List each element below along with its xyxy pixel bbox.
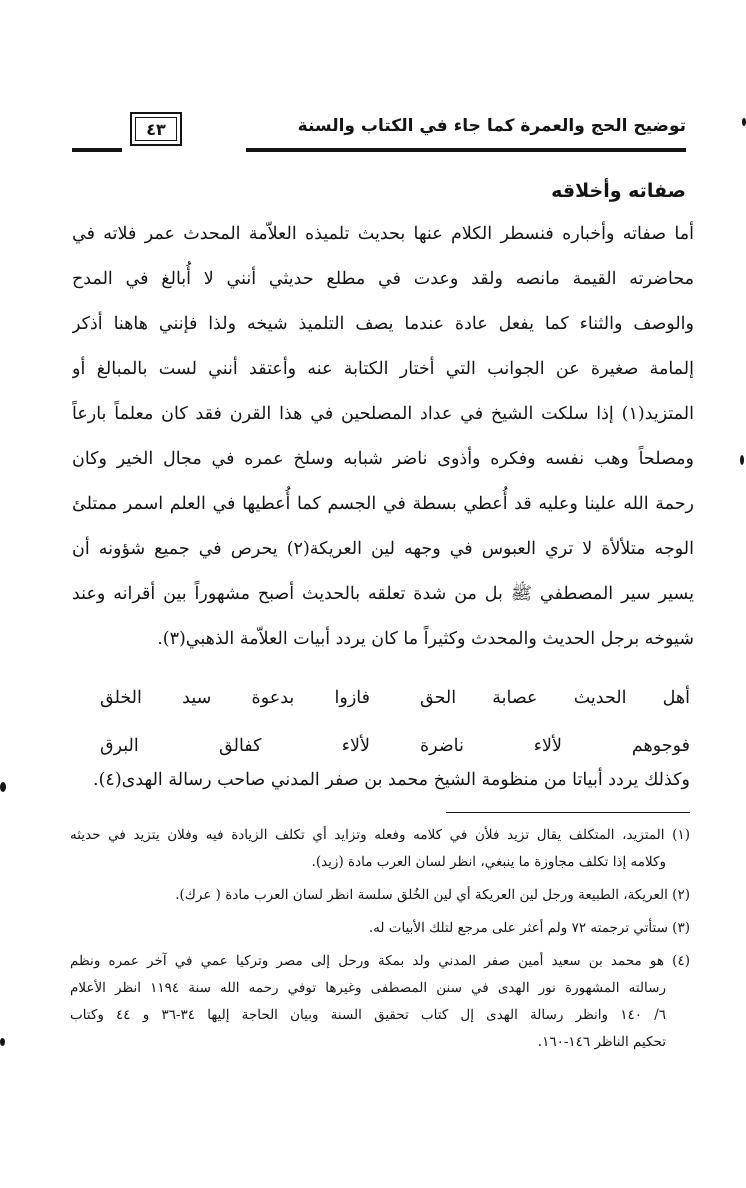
footnote-line: (١) المتزيد، المتكلف يقال تزيد فلأن في كلامه وفعله وتزايد أي تكلف الزيادة فيه وفلان يتزيد في حديثه	[70, 827, 690, 843]
body-text	[72, 212, 694, 662]
body-line: المتزيد(١) إذا سلكت الشيخ في عداد المصلحين في هذا القرن فقد كان معلماً بارعاً	[72, 404, 694, 424]
poem-first-hemistich: أهل الحديث عصابة الحق	[420, 688, 690, 708]
poem-first-hemistich: فوجوهم لألاء ناضرة	[420, 736, 690, 756]
scan-speck	[0, 1038, 5, 1046]
body-line: أما صفاته وأخباره فنسطر الكلام عنها بحديث تلميذه العلاّمة المحدث عمر فلاته في	[72, 224, 694, 244]
header-rule	[246, 148, 686, 152]
footnote	[70, 822, 690, 876]
footnote-line: ٦/ ١٤٠ وانظر رسالة الهدى إل كتاب تحقيق السنة وبيان الحاجة إليها ٣٤-٣٦ و ٤٤ وكتاب	[70, 1007, 667, 1023]
scan-speck	[740, 455, 744, 465]
page-number: ٤٣	[146, 119, 166, 139]
footnote-line: (٤) هو محمد بن سعيد أمين صفر المدني ولد بمكة ورحل إلى مصر وتركيا عمي في آخر عمره ونظم	[70, 953, 690, 969]
body-line: شيوخه برجل الحديث والمحدث وكثيراً ما كان يردد أبيات العلاّمة الذهبي(٣).	[157, 629, 694, 649]
poem-second-hemistich: فازوا بدعوة سيد الخلق	[100, 688, 370, 708]
footnote	[70, 915, 690, 942]
header-title: توضيح الحج والعمرة كما جاء في الكتاب والسنة	[297, 116, 686, 136]
body-line: الوجه متلألأة لا تري العبوس في وجهه لين العريكة(٢) يحرص في جميع شؤونه أن	[72, 539, 694, 559]
poem-verse	[100, 674, 690, 722]
closing-line: وكذلك يردد أبياتا من منظومة الشيخ محمد بن صفر المدني صاحب رسالة الهدى(٤).	[93, 770, 690, 790]
running-header	[72, 112, 686, 158]
section-title: صفاته وأخلاقه	[551, 180, 686, 202]
poem-verses	[100, 674, 690, 770]
body-line: ومصلحاً وهب نفسه وفكره وأذوى ناضر شبابه وسلخ عمره في مجال الخير وكان	[72, 449, 694, 469]
footnote-separator	[446, 812, 690, 813]
body-line: والوصف والثناء كما يفعل عادة عندما يصف التلميذ شيخه ولذا فإنني هاهنا أذكر	[72, 314, 694, 334]
body-line: محاضرته القيمة مانصه ولقد وعدت في مطلع حديثي أنني لا أُبالغ في المدح	[72, 269, 694, 289]
footnote-line: (٣) ستأتي ترجمته ٧٢ ولم أعثر على مرجع لتلك الأبيات له.	[368, 920, 690, 936]
scan-speck	[742, 118, 746, 126]
body-line: رحمة الله علينا وعليه قد أُعطي بسطة في الجسم كما أُعطيها في العلم اسمر ممتلئ	[72, 494, 694, 514]
scan-speck	[0, 782, 6, 792]
page-number-box	[130, 112, 182, 146]
poem-second-hemistich: لألاء كفالق البرق	[100, 736, 370, 756]
footnotes	[70, 822, 690, 1062]
footnote	[70, 948, 690, 1056]
footnote-line: (٢) العريكة، الطبيعة ورجل لين العريكة أي لين الخُلق سلسة انظر لسان العرب مادة ( عرك).	[175, 887, 690, 903]
footnote	[70, 882, 690, 909]
body-line: يسير سير المصطفي ﷺ بل من شدة تعلقه بالحديث أصبح مشهوراً بين أقرانه وعند	[72, 584, 694, 604]
body-line: إلمامة صغيرة عن الجوانب التي أختار الكتابة عنه وأعتقد أنني لست بالمبالغ أو	[72, 359, 694, 379]
footnote-line: رسالته المشهورة نور الهدى في سنن المصطفى وغيرها توفي رحمه الله سنة ١١٩٤ انظر الأعلام	[70, 980, 666, 996]
footnote-line: تحكيم الناظر ١٤٦-١٦٠.	[537, 1034, 666, 1050]
footnote-line: وكلامه إذا تكلف مجاوزة ما ينبغي، انظر لسان العرب مادة (زيد).	[311, 854, 666, 870]
header-rule-left	[72, 148, 122, 152]
